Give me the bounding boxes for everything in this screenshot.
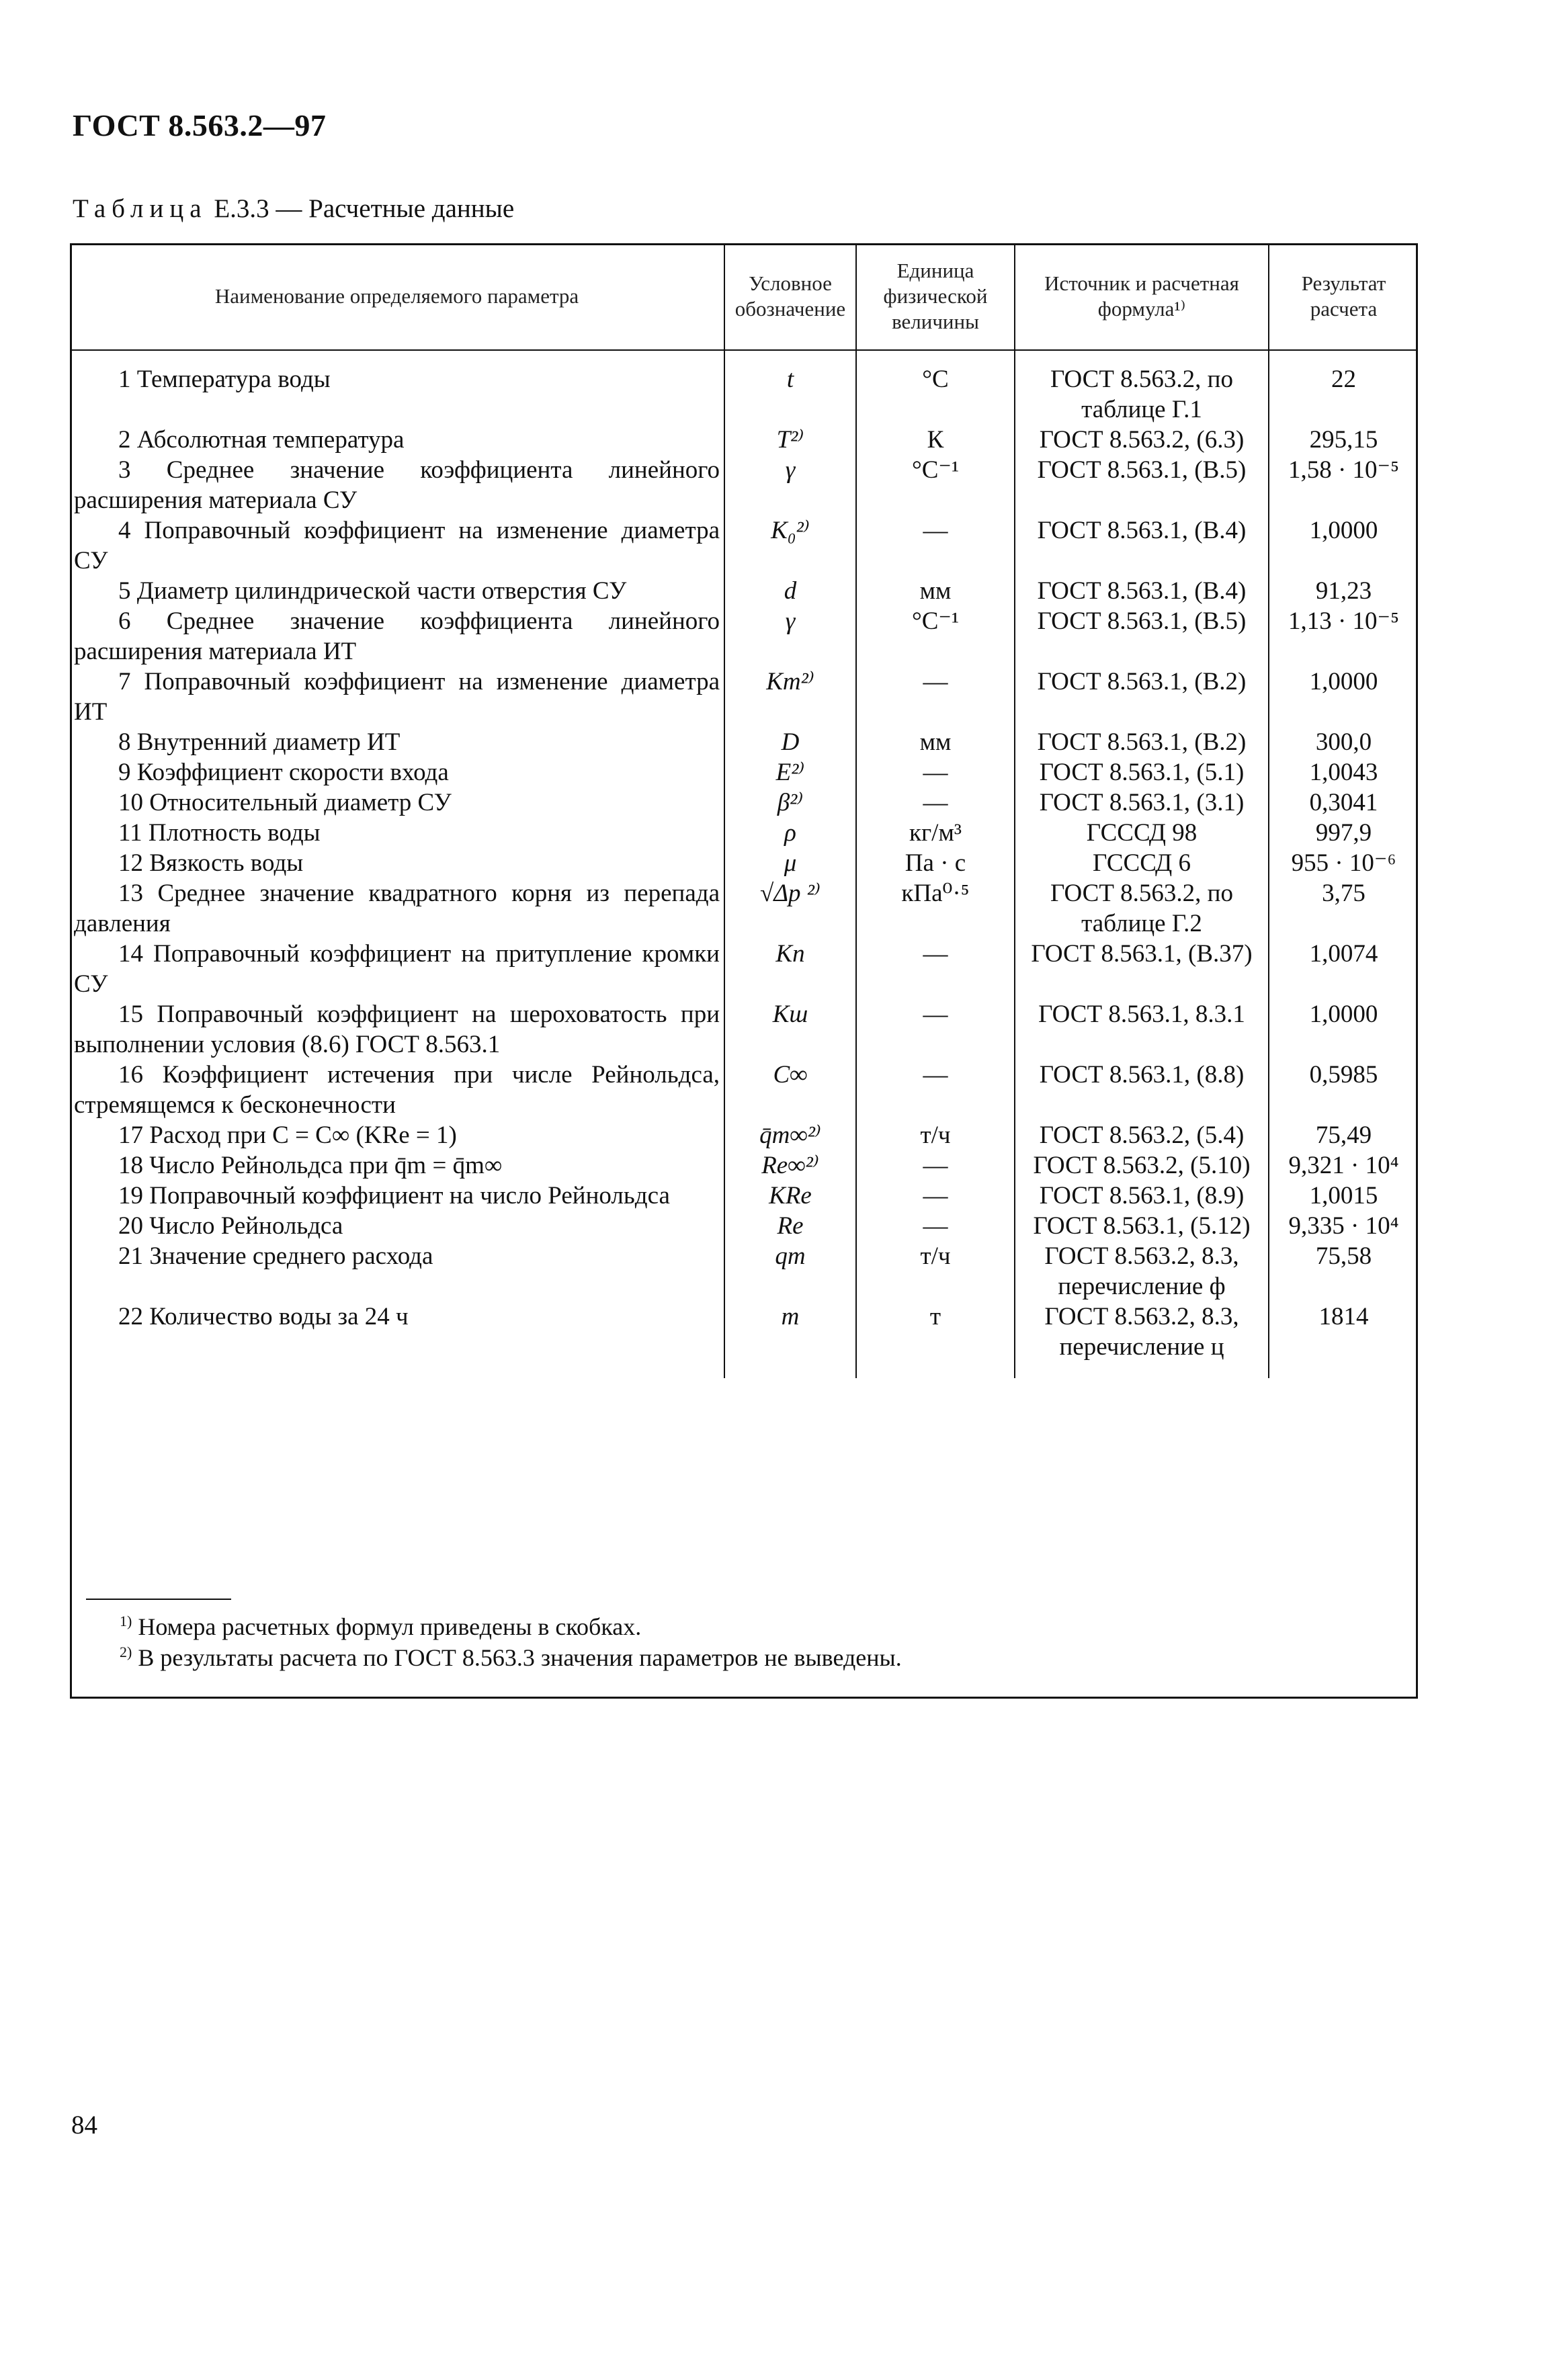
- source-cell: ГСССД 98: [1015, 818, 1269, 848]
- unit-cell: °С⁻¹: [856, 606, 1015, 667]
- param-name-text: 10 Относительный диаметр СУ: [118, 789, 452, 816]
- param-name-cell: [70, 1150, 724, 1181]
- symbol-cell: √Δp ²⁾: [724, 878, 856, 939]
- param-name-text: 16 Коэффициент истечения при числе Рейнольдса, стремящемся к бесконечности: [74, 1061, 720, 1119]
- param-name-cell: [70, 1302, 724, 1362]
- param-name-cell: [70, 667, 724, 727]
- result-cell: 1,0000: [1269, 999, 1418, 1060]
- result-cell: 0,3041: [1269, 788, 1418, 818]
- param-name-cell: [70, 848, 724, 878]
- source-cell: ГСССД 6: [1015, 848, 1269, 878]
- result-cell: 1,0074: [1269, 939, 1418, 999]
- spacer-cell: [1015, 1362, 1269, 1378]
- col-header-symbol: Условное обозначение: [724, 243, 856, 350]
- source-cell: ГОСТ 8.563.2, 8.3, перечисление ц: [1015, 1302, 1269, 1362]
- unit-cell: —: [856, 1211, 1015, 1241]
- table-row: [70, 1150, 1418, 1181]
- result-cell: 955 · 10⁻⁶: [1269, 848, 1418, 878]
- symbol-cell: C∞: [724, 1060, 856, 1120]
- source-cell: ГОСТ 8.563.1, (В.4): [1015, 515, 1269, 576]
- col-header-name: Наименование определяемого параметра: [70, 243, 724, 350]
- spacer-cell: [856, 1362, 1015, 1378]
- footnote-1: [120, 1613, 641, 1641]
- table-row: [70, 1241, 1418, 1302]
- source-cell: ГОСТ 8.563.1, (В.5): [1015, 606, 1269, 667]
- param-name-cell: [70, 878, 724, 939]
- param-name-text: 17 Расход при C = C∞ (KRe = 1): [118, 1121, 457, 1149]
- table-row: [70, 455, 1418, 515]
- table-row: [70, 1181, 1418, 1211]
- table-row: [70, 1211, 1418, 1241]
- unit-cell: °С⁻¹: [856, 455, 1015, 515]
- unit-cell: —: [856, 788, 1015, 818]
- result-cell: 1,0000: [1269, 515, 1418, 576]
- footnote-2: [120, 1644, 902, 1672]
- result-cell: 91,23: [1269, 576, 1418, 606]
- footnote-mark: 1): [120, 1613, 132, 1629]
- unit-cell: —: [856, 939, 1015, 999]
- result-cell: 1,13 · 10⁻⁵: [1269, 606, 1418, 667]
- param-name-cell: [70, 1181, 724, 1211]
- param-name-text: 13 Среднее значение квадратного корня из перепада давления: [74, 880, 720, 937]
- col-header-source: Источник и расчетная формула¹⁾: [1015, 243, 1269, 350]
- param-name-cell: [70, 576, 724, 606]
- table-row: [70, 667, 1418, 727]
- param-name-text: 21 Значение среднего расхода: [118, 1242, 433, 1270]
- result-cell: 1,58 · 10⁻⁵: [1269, 455, 1418, 515]
- param-name-cell: [70, 455, 724, 515]
- spacer-cell: [724, 1362, 856, 1378]
- param-name-cell: [70, 1241, 724, 1302]
- param-name-text: 19 Поправочный коэффициент на число Рейнольдса: [118, 1182, 670, 1209]
- unit-cell: —: [856, 667, 1015, 727]
- param-name-text: 7 Поправочный коэффициент на изменение диаметра ИТ: [74, 668, 720, 726]
- param-name-text: 3 Среднее значение коэффициента линейного расширения материала СУ: [74, 456, 720, 514]
- table-row: [70, 788, 1418, 818]
- param-name-text: 11 Плотность воды: [118, 819, 321, 847]
- symbol-cell: Re: [724, 1211, 856, 1241]
- source-cell: ГОСТ 8.563.2, по таблице Г.2: [1015, 878, 1269, 939]
- footnote-text: В результаты расчета по ГОСТ 8.563.3 значения параметров не выведены.: [138, 1644, 902, 1671]
- table-header-row: [70, 243, 1418, 350]
- param-name-text: 15 Поправочный коэффициент на шероховатость при выполнении условия (8.6) ГОСТ 8.563.1: [74, 1001, 720, 1058]
- source-cell: ГОСТ 8.563.1, (В.4): [1015, 576, 1269, 606]
- symbol-cell: KRe: [724, 1181, 856, 1211]
- param-name-cell: [70, 727, 724, 757]
- result-cell: 295,15: [1269, 425, 1418, 455]
- result-cell: 0,5985: [1269, 1060, 1418, 1120]
- unit-cell: т/ч: [856, 1241, 1015, 1302]
- symbol-cell: E²⁾: [724, 757, 856, 788]
- symbol-cell: d: [724, 576, 856, 606]
- table-row: [70, 757, 1418, 788]
- table-row: [70, 1302, 1418, 1362]
- result-cell: 75,58: [1269, 1241, 1418, 1302]
- table-row: [70, 606, 1418, 667]
- unit-cell: —: [856, 999, 1015, 1060]
- symbol-cell: ρ: [724, 818, 856, 848]
- source-cell: ГОСТ 8.563.2, (6.3): [1015, 425, 1269, 455]
- result-cell: 1,0015: [1269, 1181, 1418, 1211]
- param-name-cell: [70, 350, 724, 425]
- table-row: [70, 727, 1418, 757]
- unit-cell: —: [856, 1181, 1015, 1211]
- spacer-cell: [1269, 1362, 1418, 1378]
- param-name-cell: [70, 606, 724, 667]
- unit-cell: К: [856, 425, 1015, 455]
- symbol-cell: T²⁾: [724, 425, 856, 455]
- unit-cell: —: [856, 1150, 1015, 1181]
- source-cell: ГОСТ 8.563.2, по таблице Г.1: [1015, 350, 1269, 425]
- param-name-text: 2 Абсолютная температура: [118, 426, 405, 454]
- source-cell: ГОСТ 8.563.2, (5.10): [1015, 1150, 1269, 1181]
- param-name-cell: [70, 515, 724, 576]
- table-caption: [73, 194, 514, 224]
- result-cell: 9,335 · 10⁴: [1269, 1211, 1418, 1241]
- source-cell: ГОСТ 8.563.2, 8.3, перечисление ф: [1015, 1241, 1269, 1302]
- param-name-text: 18 Число Рейнольдса при q̄m = q̄m∞: [118, 1152, 503, 1179]
- symbol-cell: q̄m∞²⁾: [724, 1120, 856, 1150]
- param-name-text: 8 Внутренний диаметр ИТ: [118, 728, 401, 756]
- source-cell: ГОСТ 8.563.1, (В.5): [1015, 455, 1269, 515]
- footnote-divider: [86, 1599, 231, 1600]
- footnote-mark: 2): [120, 1644, 132, 1660]
- unit-cell: мм: [856, 727, 1015, 757]
- result-cell: 1,0043: [1269, 757, 1418, 788]
- table-row: [70, 1120, 1418, 1150]
- param-name-cell: [70, 1060, 724, 1120]
- table-row: [70, 878, 1418, 939]
- unit-cell: т: [856, 1302, 1015, 1362]
- table-row: [70, 999, 1418, 1060]
- unit-cell: —: [856, 757, 1015, 788]
- table-row: [70, 848, 1418, 878]
- footnote-text: Номера расчетных формул приведены в скобках.: [138, 1613, 642, 1640]
- caption-title: — Расчетные данные: [276, 194, 515, 223]
- page-number: 84: [71, 2111, 97, 2139]
- source-cell: ГОСТ 8.563.1, (8.9): [1015, 1181, 1269, 1211]
- param-name-text: 1 Температура воды: [118, 366, 331, 393]
- param-name-text: 22 Количество воды за 24 ч: [118, 1303, 409, 1330]
- spacer-cell: [70, 1362, 724, 1378]
- param-name-text: 14 Поправочный коэффициент на притупление кромки СУ: [74, 940, 720, 998]
- unit-cell: кПа⁰·⁵: [856, 878, 1015, 939]
- source-cell: ГОСТ 8.563.1, (В.2): [1015, 667, 1269, 727]
- param-name-text: 6 Среднее значение коэффициента линейного расширения материала ИТ: [74, 607, 720, 665]
- symbol-cell: K₀²⁾: [724, 515, 856, 576]
- symbol-cell: Kш: [724, 999, 856, 1060]
- param-name-cell: [70, 939, 724, 999]
- param-name-text: 4 Поправочный коэффициент на изменение диаметра СУ: [74, 517, 720, 575]
- table-row: [70, 576, 1418, 606]
- source-cell: ГОСТ 8.563.1, (5.12): [1015, 1211, 1269, 1241]
- table-row: [70, 350, 1418, 425]
- param-name-text: 5 Диаметр цилиндрической части отверстия СУ: [118, 577, 627, 605]
- result-cell: 22: [1269, 350, 1418, 425]
- param-name-cell: [70, 757, 724, 788]
- result-cell: 1,0000: [1269, 667, 1418, 727]
- param-name-cell: [70, 999, 724, 1060]
- unit-cell: —: [856, 1060, 1015, 1120]
- param-name-text: 12 Вязкость воды: [118, 849, 304, 877]
- result-cell: 1814: [1269, 1302, 1418, 1362]
- source-cell: ГОСТ 8.563.1, (8.8): [1015, 1060, 1269, 1120]
- table-row: [70, 425, 1418, 455]
- col-header-unit: Единица физической величины: [856, 243, 1015, 350]
- symbol-cell: qm: [724, 1241, 856, 1302]
- unit-cell: —: [856, 515, 1015, 576]
- symbol-cell: μ: [724, 848, 856, 878]
- result-cell: 997,9: [1269, 818, 1418, 848]
- source-cell: ГОСТ 8.563.1, (3.1): [1015, 788, 1269, 818]
- param-name-text: 9 Коэффициент скорости входа: [118, 759, 449, 786]
- source-cell: ГОСТ 8.563.1, (В.37): [1015, 939, 1269, 999]
- param-name-text: 20 Число Рейнольдса: [118, 1212, 343, 1240]
- param-name-cell: [70, 425, 724, 455]
- col-header-result: Результат расчета: [1269, 243, 1418, 350]
- table-bottom-spacer: [70, 1362, 1418, 1378]
- symbol-cell: γ: [724, 606, 856, 667]
- symbol-cell: β²⁾: [724, 788, 856, 818]
- result-cell: 300,0: [1269, 727, 1418, 757]
- source-cell: ГОСТ 8.563.1, (5.1): [1015, 757, 1269, 788]
- param-name-cell: [70, 1120, 724, 1150]
- unit-cell: т/ч: [856, 1120, 1015, 1150]
- symbol-cell: D: [724, 727, 856, 757]
- result-cell: 9,321 · 10⁴: [1269, 1150, 1418, 1181]
- symbol-cell: t: [724, 350, 856, 425]
- symbol-cell: Kт²⁾: [724, 667, 856, 727]
- caption-label: Таблица: [73, 194, 208, 223]
- table-row: [70, 818, 1418, 848]
- table-row: [70, 939, 1418, 999]
- table-row: [70, 515, 1418, 576]
- param-name-cell: [70, 818, 724, 848]
- source-cell: ГОСТ 8.563.2, (5.4): [1015, 1120, 1269, 1150]
- unit-cell: кг/м³: [856, 818, 1015, 848]
- symbol-cell: γ: [724, 455, 856, 515]
- result-cell: 75,49: [1269, 1120, 1418, 1150]
- symbol-cell: m: [724, 1302, 856, 1362]
- unit-cell: Па · с: [856, 848, 1015, 878]
- caption-number: Е.3.3: [214, 194, 269, 223]
- param-name-cell: [70, 788, 724, 818]
- source-cell: ГОСТ 8.563.1, (В.2): [1015, 727, 1269, 757]
- unit-cell: °С: [856, 350, 1015, 425]
- table-row: [70, 1060, 1418, 1120]
- source-cell: ГОСТ 8.563.1, 8.3.1: [1015, 999, 1269, 1060]
- result-cell: 3,75: [1269, 878, 1418, 939]
- unit-cell: мм: [856, 576, 1015, 606]
- symbol-cell: Kп: [724, 939, 856, 999]
- calculation-table: [70, 243, 1418, 1378]
- symbol-cell: Re∞²⁾: [724, 1150, 856, 1181]
- param-name-cell: [70, 1211, 724, 1241]
- document-header: ГОСТ 8.563.2—97: [73, 108, 327, 142]
